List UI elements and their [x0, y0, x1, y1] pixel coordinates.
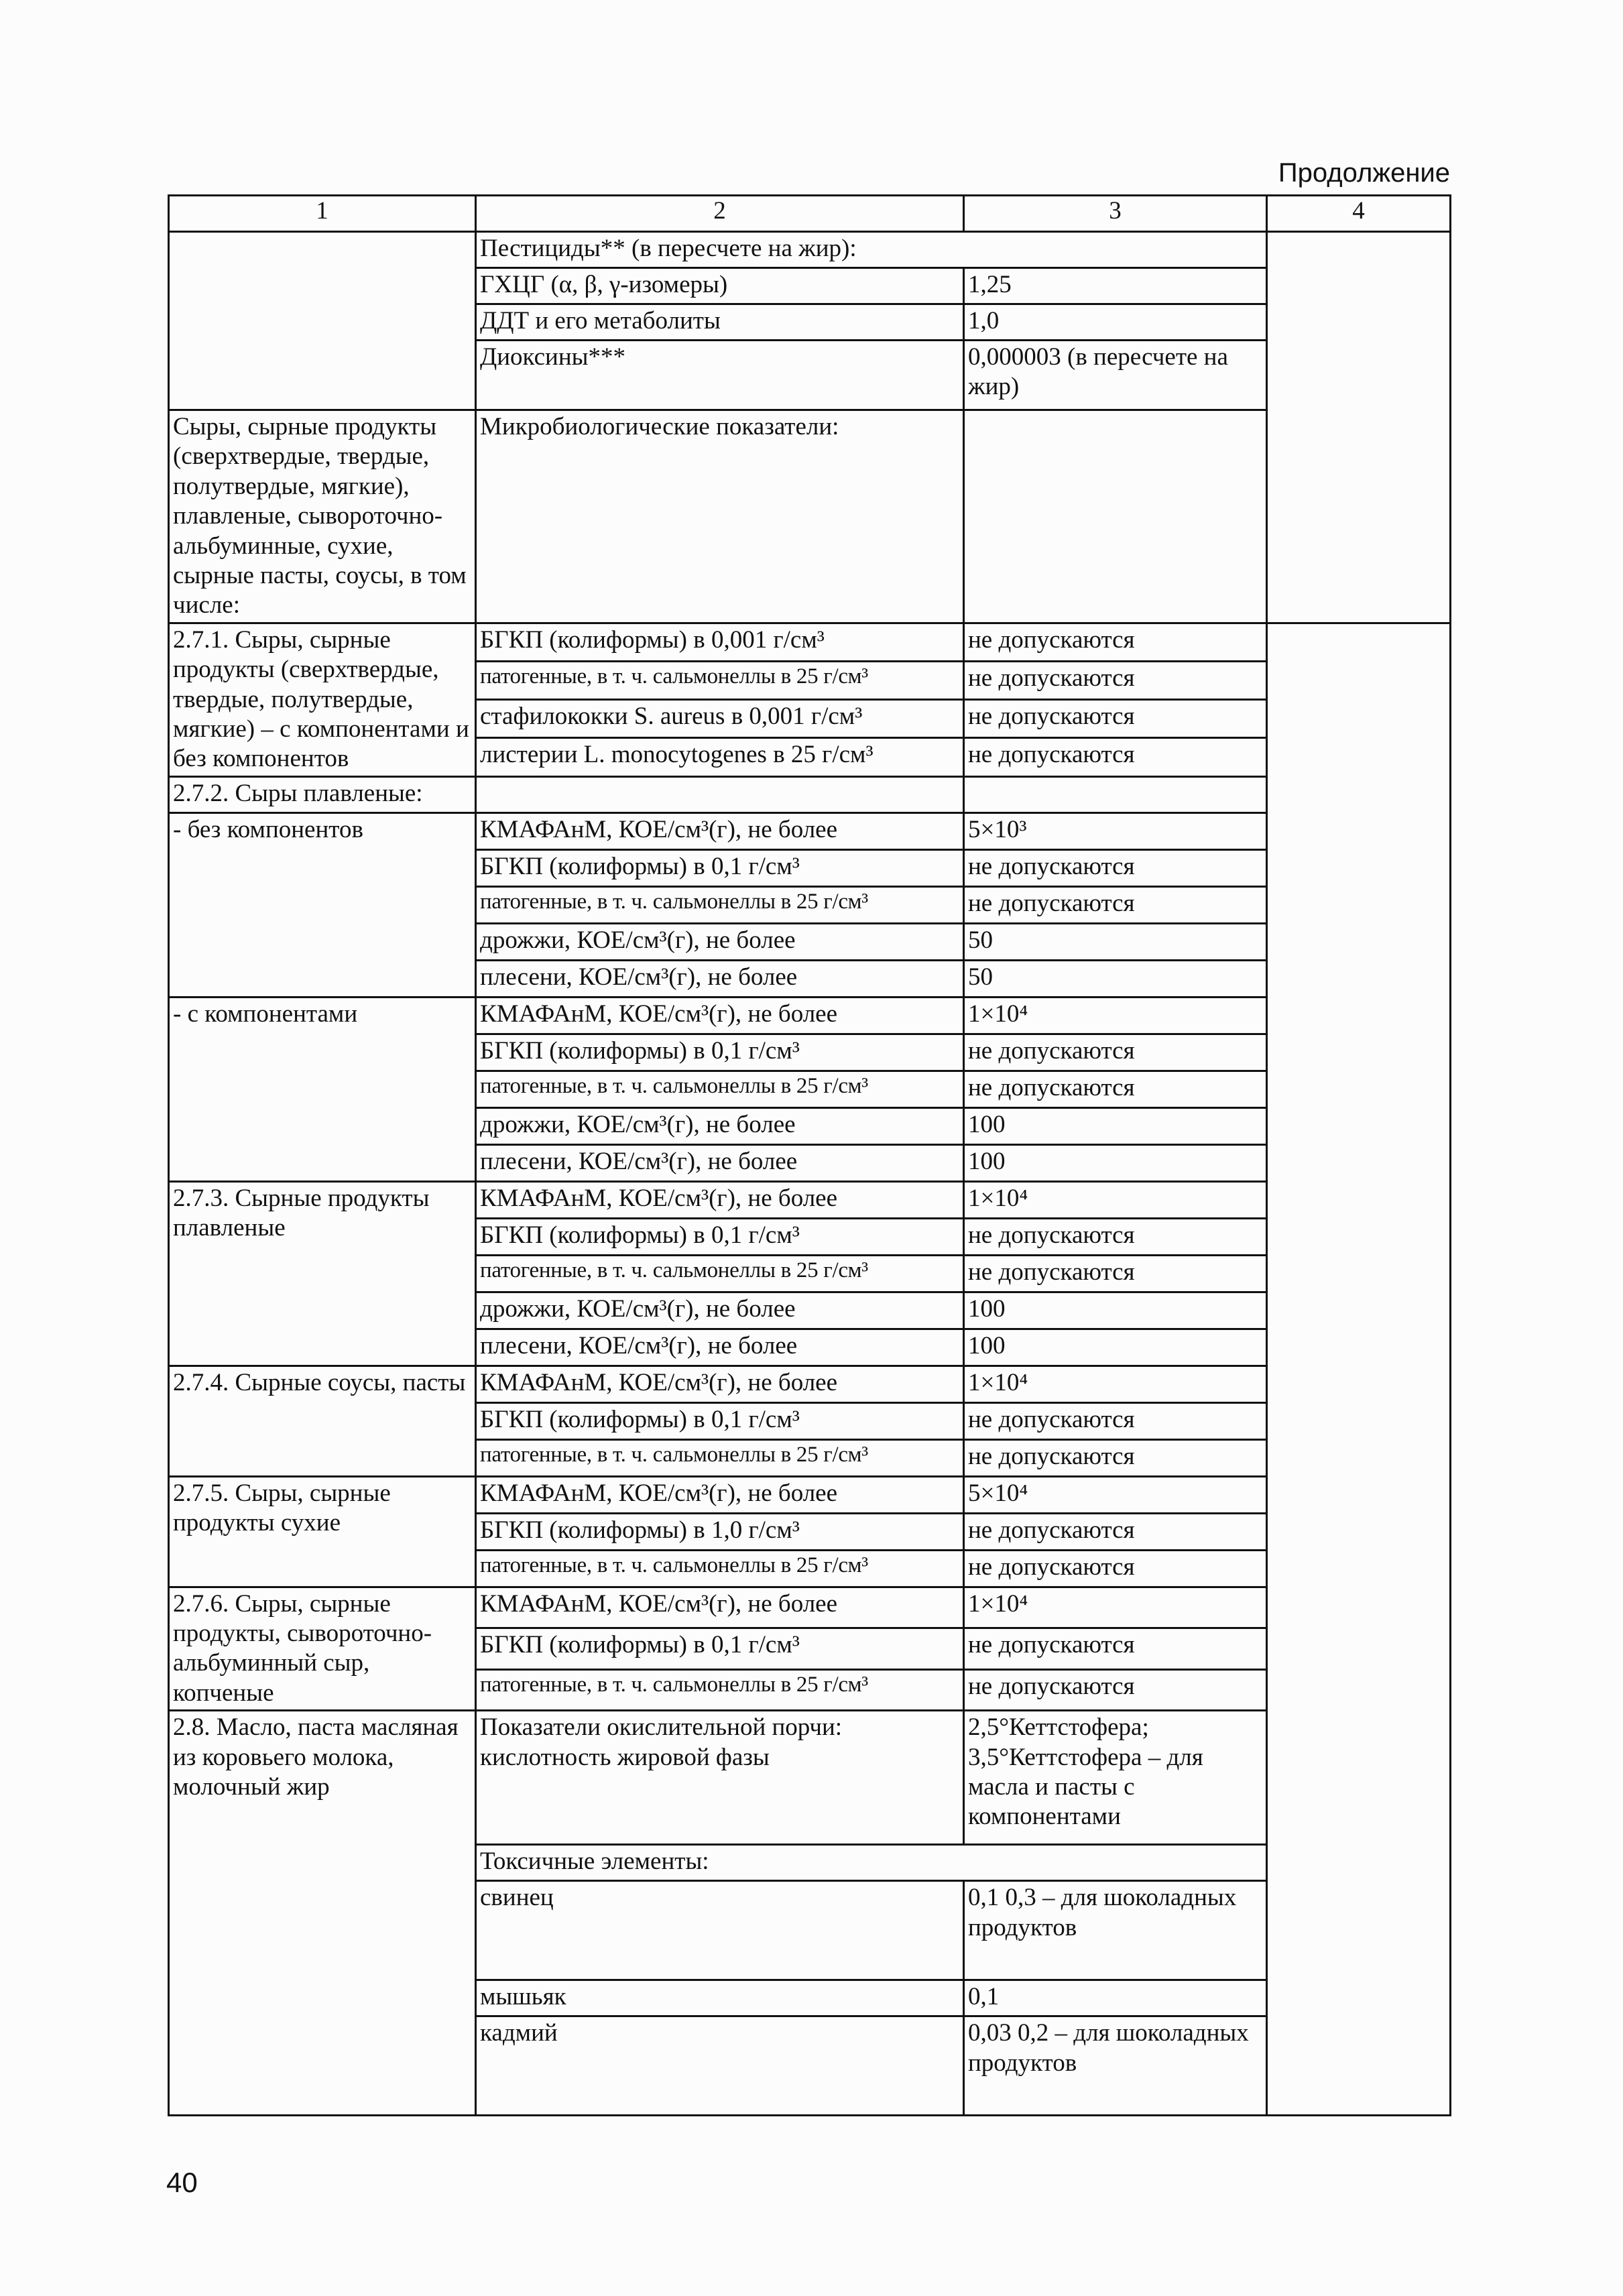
cheese-category: Сыры, сырные продукты (сверхтвердые, твердые, полутвердые, мягкие), плавленые, сывороточно-альбуминные, сухие, сырные пасты, соусы, в том числе:: [169, 410, 476, 623]
indicator-name: КМАФАнМ, КОЕ/см³(г), не более: [476, 1181, 964, 1218]
indicator-name: БГКП (колиформы) в 0,001 г/см³: [476, 623, 964, 661]
toxic-title: Токсичные элементы:: [476, 1845, 1267, 1881]
indicator-value: 1×10⁴: [964, 1181, 1267, 1218]
category-label: - с компонентами: [169, 997, 476, 1181]
indicator-name: БГКП (колиформы) в 1,0 г/см³: [476, 1513, 964, 1550]
category-label: 2.7.1. Сыры, сырные продукты (сверхтвердые, твердые, полутвердые, мягкие) – с компонентами и без компонентов: [169, 623, 476, 776]
indicator-value: не допускаются: [964, 1669, 1267, 1711]
category-label: 2.8. Масло, паста масляная из коровьего молока, молочный жир: [169, 1711, 476, 2116]
indicator-value: не допускаются: [964, 700, 1267, 738]
indicator-name: плесени, КОЕ/см³(г), не более: [476, 1329, 964, 1366]
table-row: [169, 1587, 1451, 1628]
page-number: 40: [166, 2167, 198, 2198]
indicator-value: 50: [964, 960, 1267, 997]
indicator-name: мышьяк: [476, 1980, 964, 2016]
column-number-3: 3: [964, 196, 1267, 232]
table-row: [169, 776, 1451, 812]
category-label: 2.7.6. Сыры, сырные продукты, сывороточно-альбуминный сыр, копченые: [169, 1587, 476, 1711]
notes-cell: [1267, 232, 1451, 623]
indicator-value: не допускаются: [964, 623, 1267, 661]
indicator-value: 50: [964, 923, 1267, 960]
indicator-name: КМАФАнМ, КОЕ/см³(г), не более: [476, 1587, 964, 1628]
table-row: [169, 1476, 1451, 1513]
indicator-name: КМАФАнМ, КОЕ/см³(г), не более: [476, 1476, 964, 1513]
table-row: [169, 232, 1451, 268]
indicator-name: ГХЦГ (α, β, γ-изомеры): [476, 268, 964, 304]
indicator-name: патогенные, в т. ч. сальмонеллы в 25 г/см³: [476, 661, 964, 699]
category-label: 2.7.5. Сыры, сырные продукты сухие: [169, 1476, 476, 1587]
indicator-name: БГКП (колиформы) в 0,1 г/см³: [476, 1628, 964, 1670]
indicator-name: Показатели окислительной порчи: кислотность жировой фазы: [476, 1711, 964, 1845]
notes-cell: [1267, 623, 1451, 2116]
category-label: 2.7.4. Сырные соусы, пасты: [169, 1366, 476, 1476]
indicator-name: ДДТ и его метаболиты: [476, 304, 964, 341]
indicator-value: не допускаются: [964, 1402, 1267, 1439]
indicator-name: КМАФАнМ, КОЕ/см³(г), не более: [476, 1366, 964, 1402]
indicator-name: дрожжи, КОЕ/см³(г), не более: [476, 1292, 964, 1329]
indicator-name: КМАФАнМ, КОЕ/см³(г), не более: [476, 997, 964, 1034]
indicator-name: БГКП (колиформы) в 0,1 г/см³: [476, 1402, 964, 1439]
indicator-name: плесени, КОЕ/см³(г), не более: [476, 1144, 964, 1181]
indicator-name: стафилококки S. aureus в 0,001 г/см³: [476, 700, 964, 738]
indicator-value: не допускаются: [964, 661, 1267, 699]
indicator-name: патогенные, в т. ч. сальмонеллы в 25 г/см³: [476, 1550, 964, 1587]
indicator-value: 100: [964, 1292, 1267, 1329]
indicator-name: патогенные, в т. ч. сальмонеллы в 25 г/см³: [476, 1255, 964, 1292]
indicator-value: 100: [964, 1107, 1267, 1144]
indicator-name: БГКП (колиформы) в 0,1 г/см³: [476, 849, 964, 886]
indicator-value: не допускаются: [964, 738, 1267, 776]
norms-table: [168, 194, 1451, 2116]
indicator-value: не допускаются: [964, 1255, 1267, 1292]
table-row: [169, 410, 1451, 623]
continued-label: Продолжение: [1278, 158, 1450, 188]
indicator-value: 5×10⁴: [964, 1476, 1267, 1513]
table-row: [169, 1711, 1451, 1845]
empty-value-cell: [964, 410, 1267, 623]
table-row: [169, 812, 1451, 849]
indicator-name: листерии L. monocytogenes в 25 г/см³: [476, 738, 964, 776]
indicator-name: патогенные, в т. ч. сальмонеллы в 25 г/см³: [476, 1439, 964, 1476]
category-label: 2.7.2. Сыры плавленые:: [169, 776, 476, 812]
indicator-value: не допускаются: [964, 1439, 1267, 1476]
indicator-name: БГКП (колиформы) в 0,1 г/см³: [476, 1218, 964, 1255]
indicator-value: 100: [964, 1144, 1267, 1181]
micro-title: Микробиологические показатели:: [476, 410, 964, 623]
column-number-1: 1: [169, 196, 476, 232]
table-row: [169, 196, 1451, 232]
indicator-name: плесени, КОЕ/см³(г), не более: [476, 960, 964, 997]
indicator-name: патогенные, в т. ч. сальмонеллы в 25 г/см³: [476, 886, 964, 923]
indicator-value: 1,25: [964, 268, 1267, 304]
indicator-value: 5×10³: [964, 812, 1267, 849]
column-number-4: 4: [1267, 196, 1451, 232]
empty-category-cell: [169, 232, 476, 410]
table-row: [169, 1181, 1451, 1218]
indicator-value: 1×10⁴: [964, 1587, 1267, 1628]
column-number-2: 2: [476, 196, 964, 232]
indicator-value: не допускаются: [964, 886, 1267, 923]
table-row: [169, 1366, 1451, 1402]
indicator-value: 0,000003 (в пересчете на жир): [964, 341, 1267, 410]
indicator-value: не допускаются: [964, 1550, 1267, 1587]
indicator-name: кадмий: [476, 2016, 964, 2116]
category-label: 2.7.3. Сырные продукты плавленые: [169, 1181, 476, 1366]
indicator-name: КМАФАнМ, КОЕ/см³(г), не более: [476, 812, 964, 849]
indicator-name: дрожжи, КОЕ/см³(г), не более: [476, 1107, 964, 1144]
category-label: - без компонентов: [169, 812, 476, 997]
indicator-value: 1×10⁴: [964, 1366, 1267, 1402]
indicator-name: Диоксины***: [476, 341, 964, 410]
indicator-value: не допускаются: [964, 1034, 1267, 1071]
indicator-value: 1×10⁴: [964, 997, 1267, 1034]
indicator-value: 2,5°Кеттстофера; 3,5°Кеттстофера – для масла и пасты с компонентами: [964, 1711, 1267, 1845]
table-row: [169, 997, 1451, 1034]
indicator-value: не допускаются: [964, 1071, 1267, 1107]
indicator-value: 0,03 0,2 – для шоколадных продуктов: [964, 2016, 1267, 2116]
indicator-value: 100: [964, 1329, 1267, 1366]
empty-name-cell: [476, 776, 964, 812]
indicator-value: не допускаются: [964, 849, 1267, 886]
indicator-value: не допускаются: [964, 1513, 1267, 1550]
indicator-value: не допускаются: [964, 1218, 1267, 1255]
indicator-value: 0,1 0,3 – для шоколадных продуктов: [964, 1881, 1267, 1980]
indicator-name: дрожжи, КОЕ/см³(г), не более: [476, 923, 964, 960]
indicator-name: патогенные, в т. ч. сальмонеллы в 25 г/см³: [476, 1071, 964, 1107]
indicator-name: БГКП (колиформы) в 0,1 г/см³: [476, 1034, 964, 1071]
indicator-value: не допускаются: [964, 1628, 1267, 1670]
empty-value-cell: [964, 776, 1267, 812]
table-row: [169, 623, 1451, 661]
indicator-name: свинец: [476, 1881, 964, 1980]
indicator-name: патогенные, в т. ч. сальмонеллы в 25 г/см³: [476, 1669, 964, 1711]
pesticides-title: Пестициды** (в пересчете на жир):: [476, 232, 1267, 268]
indicator-value: 1,0: [964, 304, 1267, 341]
indicator-value: 0,1: [964, 1980, 1267, 2016]
